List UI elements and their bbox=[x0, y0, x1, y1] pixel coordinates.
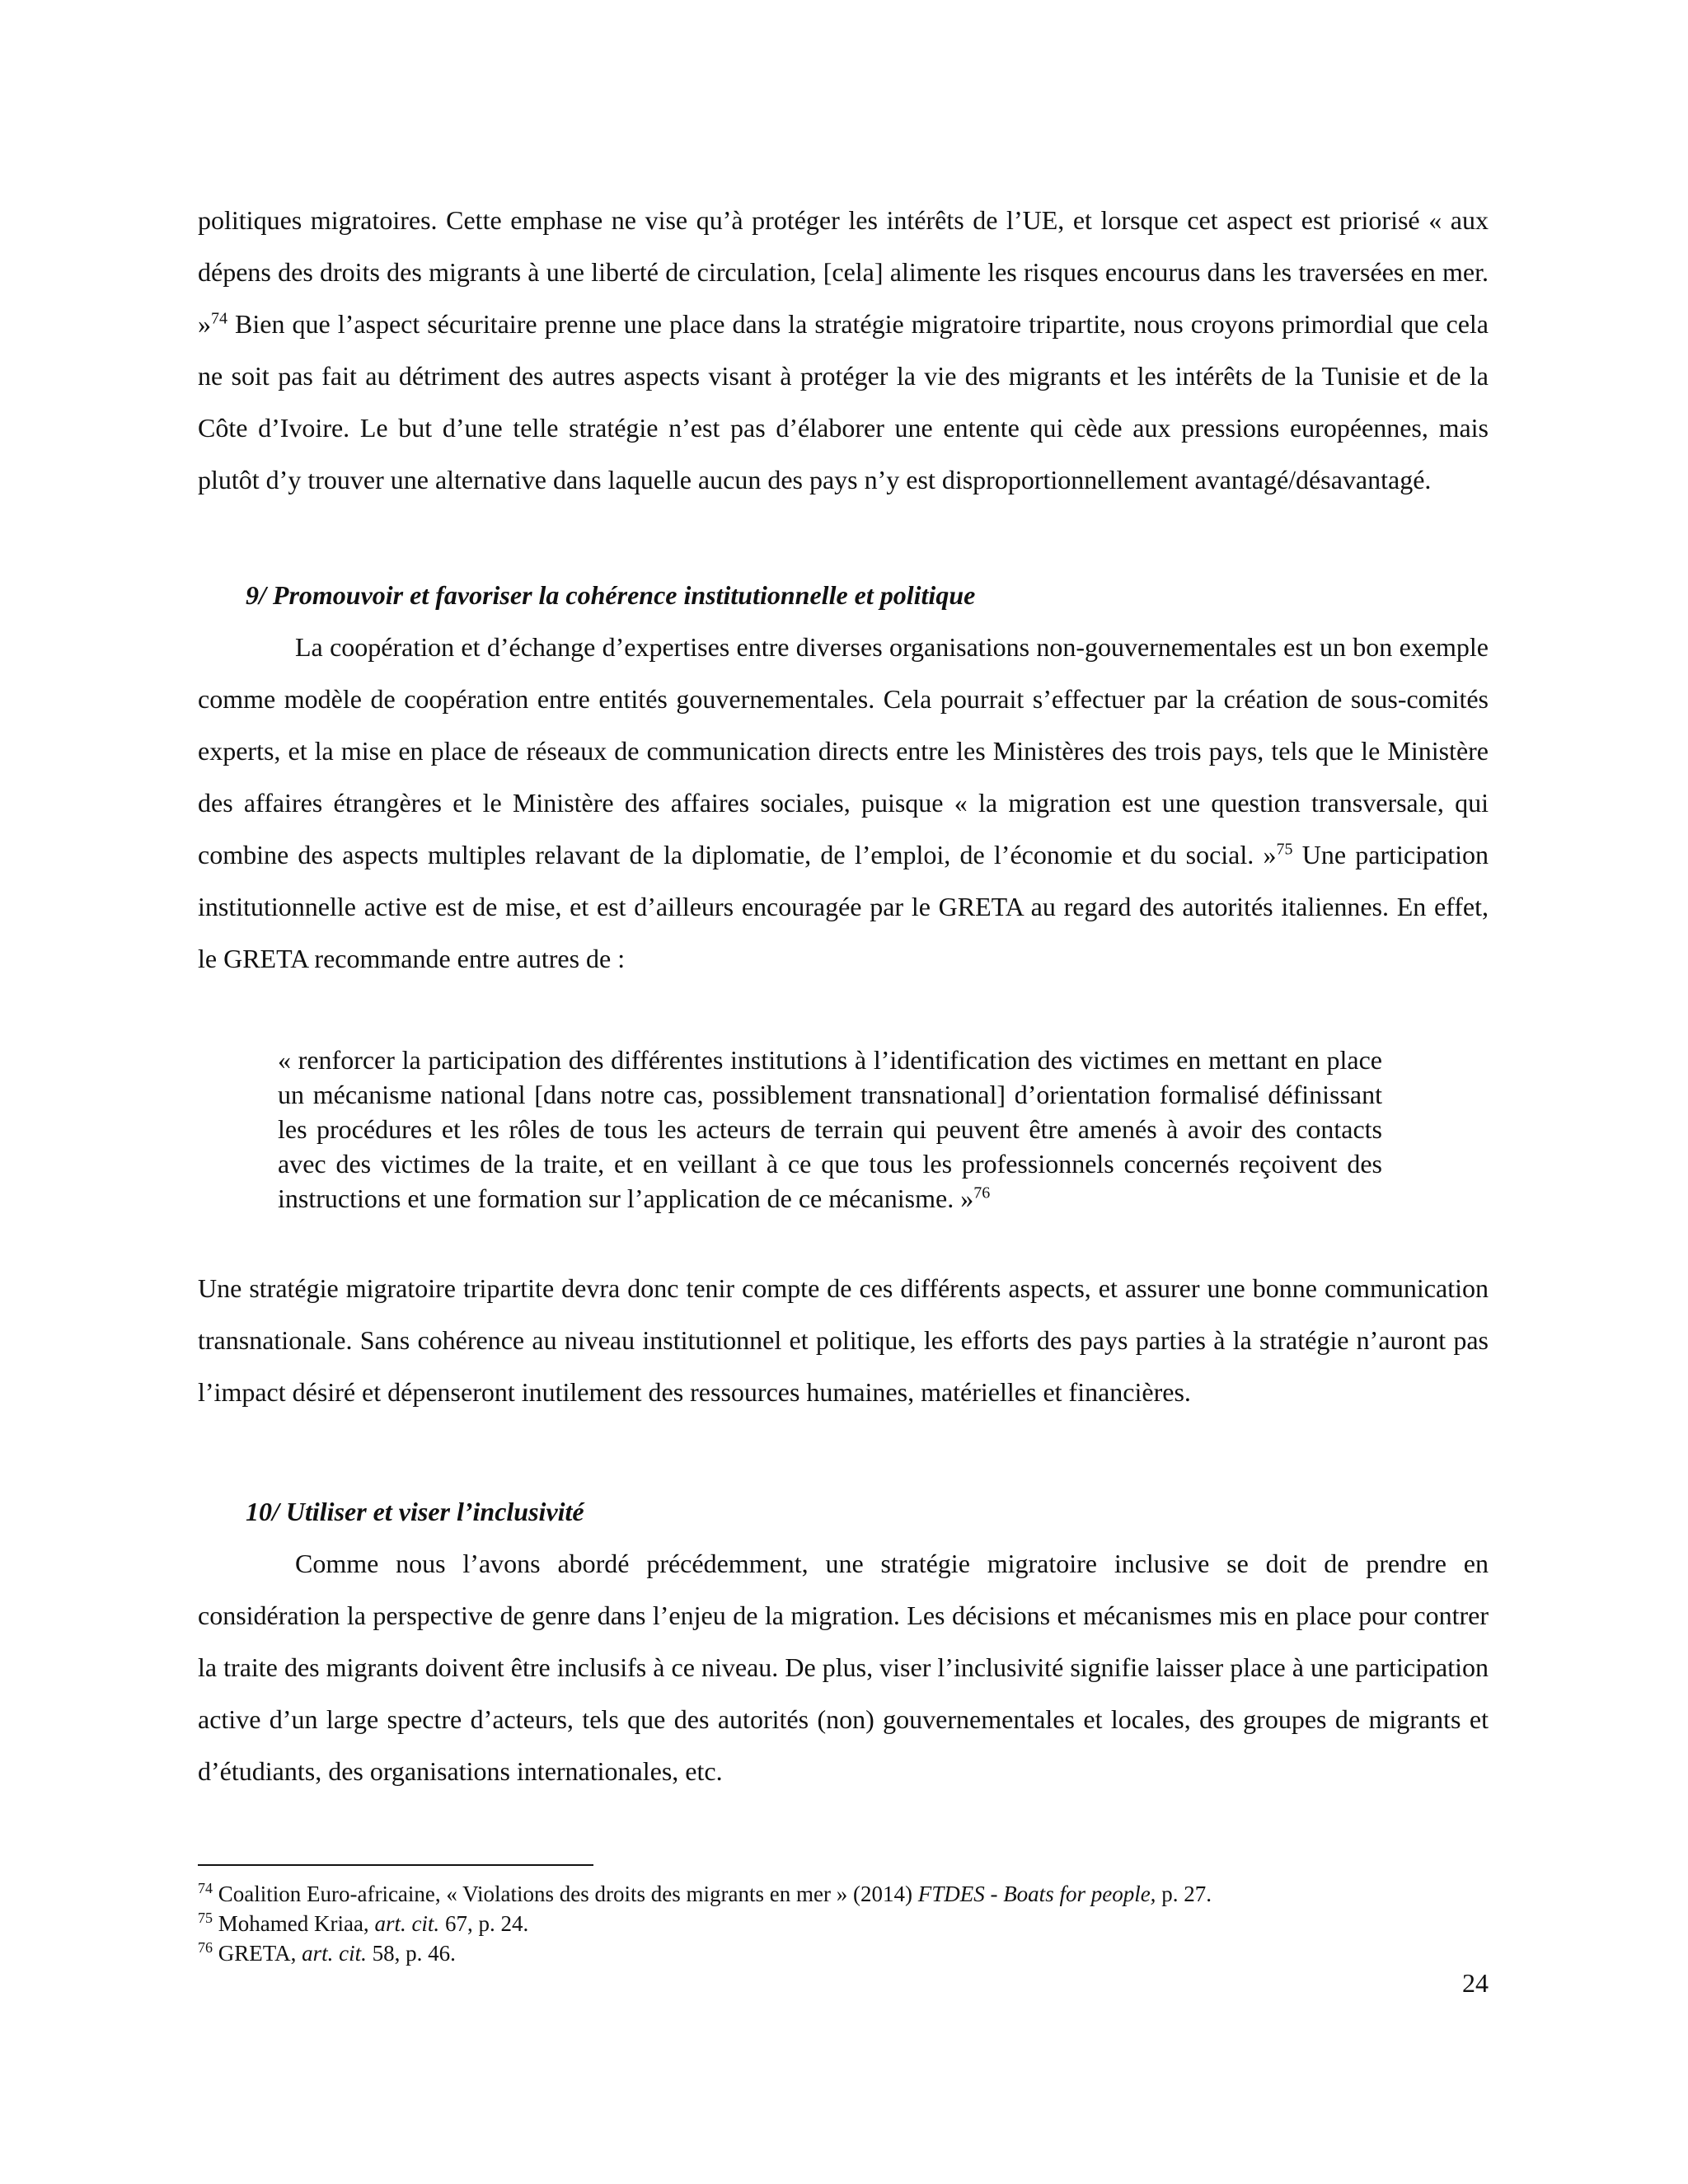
paragraph-2 bbox=[198, 621, 1489, 985]
footnote-text: p. 27. bbox=[1156, 1882, 1212, 1906]
paragraph-2-text-b: Une participation institutionnelle active est de mise, et est d’ailleurs encouragée par le GRETA au regard des autorités italiennes. En effet, le GRETA recommande entre autres de : bbox=[198, 840, 1489, 973]
footnote-text: Mohamed Kriaa, bbox=[213, 1911, 375, 1936]
paragraph-3-text: Une stratégie migratoire tripartite devra donc tenir compte de ces différents aspects, et assurer une bonne communication transnationale. Sans cohérence au niveau institutionnel et politique, les efforts des pays parties à la stratégie n’auront pas l’impact désiré et dépenseront inutilement des ressources humaines, matérielles et financières. bbox=[198, 1273, 1489, 1407]
paragraph-2-text-a: La coopération et d’échange d’expertises entre diverses organisations non-gouvernementales est un bon exemple comme modèle de coopération entre entités gouvernementales. Cela pourrait s’effectuer par la création de sous-comités experts, et la mise en place de réseaux de communication directs entre les Ministères des trois pays, tels que le Ministère des affaires étrangères et le Ministère des affaires sociales, puisque « la migration est une question transversale, qui combine des aspects multiples relavant de la diplomatie, de l’emploi, de l’économie et du social. » bbox=[198, 632, 1489, 869]
footnote-ref-74[interactable]: 74 bbox=[211, 309, 227, 328]
footnote-74 bbox=[198, 1879, 1489, 1909]
section-heading-9: 9/ Promouvoir et favoriser la cohérence institutionnelle et politique bbox=[246, 580, 976, 610]
footnote-italic-text: art. cit. bbox=[302, 1941, 367, 1966]
paragraph-4-text: Comme nous l’avons abordé précédemment, une stratégie migratoire inclusive se doit de prendre en considération la perspective de genre dans l’enjeu de la migration. Les décisions et mécanismes mis en place pour contrer la traite des migrants doivent être inclusifs à ce niveau. De plus, viser l’inclusivité signifie laisser place à une participation active d’un large spectre d’acteurs, tels que des autorités (non) gouvernementales et locales, des groupes de migrants et d’étudiants, des organisations internationales, etc. bbox=[198, 1549, 1489, 1786]
paragraph-3 bbox=[198, 1263, 1489, 1418]
footnote-76 bbox=[198, 1938, 1489, 1968]
page-number: 24 bbox=[1462, 1968, 1489, 1998]
footnote-italic-text: art. cit. bbox=[374, 1911, 440, 1936]
footnote-number: 74 bbox=[198, 1880, 213, 1896]
footnote-italic-text: FTDES - Boats for people, bbox=[917, 1882, 1156, 1906]
footnote-text: 58, p. 46. bbox=[366, 1941, 456, 1966]
footnote-ref-75[interactable]: 75 bbox=[1276, 840, 1293, 859]
footnote-separator bbox=[198, 1864, 593, 1866]
paragraph-1-text-b: Bien que l’aspect sécuritaire prenne une place dans la stratégie migratoire tripartite, nous croyons primordial que cela ne soit pas fait au détriment des autres aspects visant à protéger la vie des migrants et les intérêts de la Tunisie et de la Côte d’Ivoire. Le but d’une telle stratégie n’est pas d’élaborer une entente qui cède aux pressions européennes, mais plutôt d’y trouver une alternative dans laquelle aucun des pays n’y est disproportionnellement avantagé/désavantagé. bbox=[198, 309, 1489, 494]
section-heading-10: 10/ Utiliser et viser l’inclusivité bbox=[246, 1497, 584, 1526]
block-quote-text: « renforcer la participation des différentes institutions à l’identification des victimes en mettant en place un mécanisme national [dans notre cas, possiblement transnational] d’orientation formalisé définissant les procédures et les rôles de tous les acteurs de terrain qui peuvent être amenés à avoir des contacts avec des victimes de la traite, et en veillant à ce que tous les professionnels concernés reçoivent des instructions et une formation sur l’application de ce mécanisme. » bbox=[278, 1045, 1382, 1213]
paragraph-1-text-a: politiques migratoires. Cette emphase ne vise qu’à protéger les intérêts de l’UE, et lorsque cet aspect est priorisé « aux dépens des droits des migrants à une liberté de circulation, [cela] alimente les risques encourus dans les traversées en mer. » bbox=[198, 205, 1489, 339]
footnote-text: GRETA, bbox=[213, 1941, 302, 1966]
footnote-text: Coalition Euro-africaine, « Violations des droits des migrants en mer » (2014) bbox=[213, 1882, 918, 1906]
block-quote bbox=[278, 1043, 1382, 1216]
paragraph-1 bbox=[198, 194, 1489, 506]
footnote-text: 67, p. 24. bbox=[439, 1911, 529, 1936]
footnote-number: 75 bbox=[198, 1910, 213, 1926]
footnote-ref-76[interactable]: 76 bbox=[973, 1183, 991, 1202]
footnotes bbox=[198, 1879, 1489, 1968]
footnote-75 bbox=[198, 1909, 1489, 1938]
paragraph-4 bbox=[198, 1538, 1489, 1797]
footnote-number: 76 bbox=[198, 1939, 213, 1956]
